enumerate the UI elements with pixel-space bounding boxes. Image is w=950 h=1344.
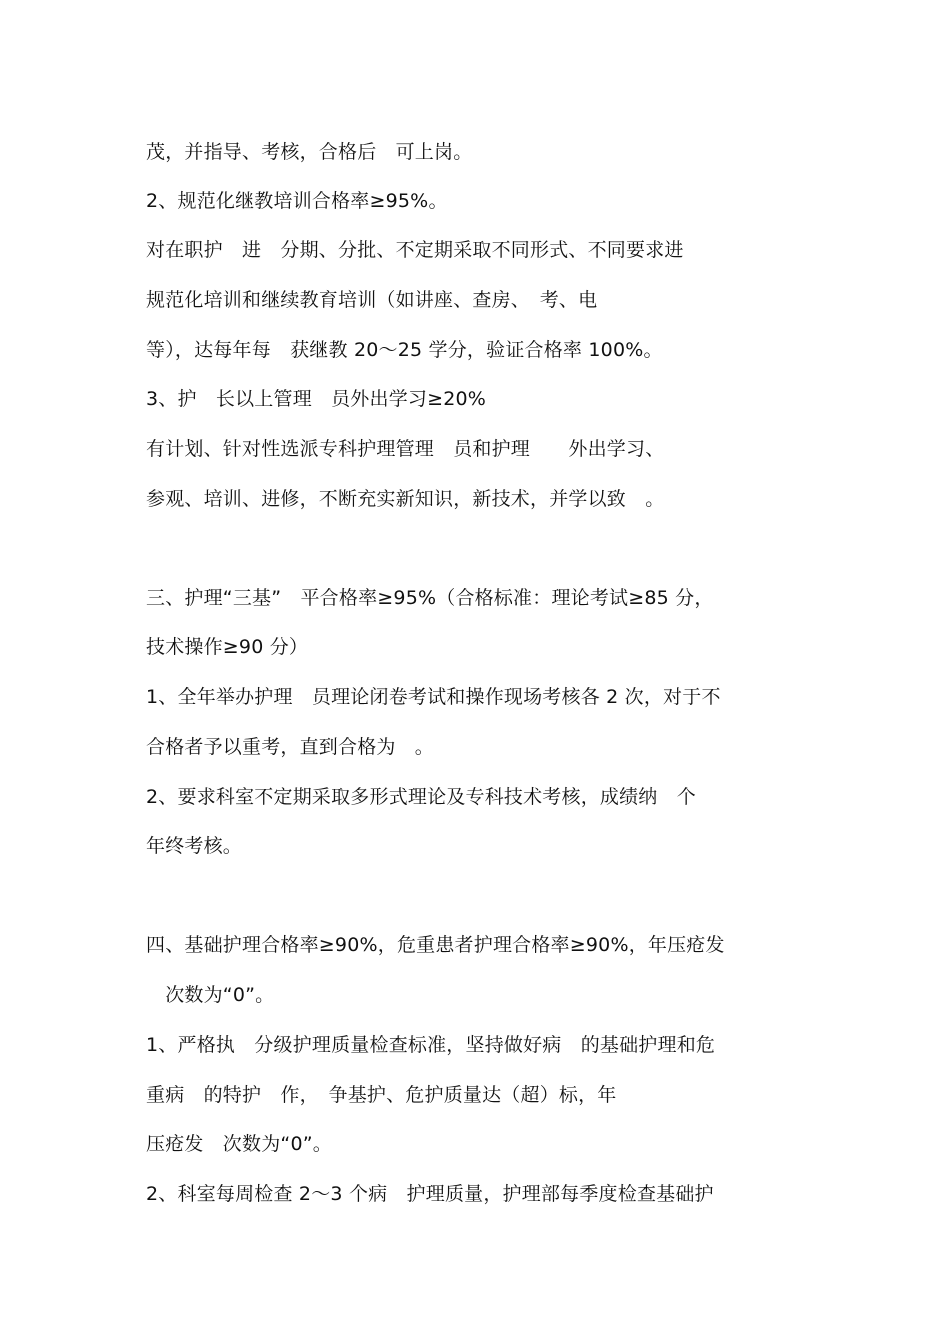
text-line: 压疮发 次数为“0”。 bbox=[146, 1133, 332, 1155]
text-line: 合格者予以重考，直到合格为 。 bbox=[146, 736, 435, 758]
text-line: 2、要求科室不定期采取多形式理论及专科技术考核，成绩纳 个 bbox=[146, 786, 696, 808]
text-line: 等），达每年每 获继教 20～25 学分，验证合格率 100%。 bbox=[146, 339, 663, 361]
text-line: 重病 的特护 作， 争基护、危护质量达（超）标，年 bbox=[146, 1084, 617, 1106]
text-line: 年终考核。 bbox=[146, 835, 243, 857]
text-line: 有计划、针对性选派专科护理管理 员和护理 外出学习、 bbox=[146, 438, 665, 460]
section-heading: 四、基础护理合格率≥90%，危重患者护理合格率≥90%，年压疮发 bbox=[146, 934, 725, 956]
text-line: 1、严格执 分级护理质量检查标准，坚持做好病 的基础护理和危 bbox=[146, 1034, 716, 1056]
text-line: 茂，并指导、考核，合格后 可上岗。 bbox=[146, 141, 473, 163]
text-line: 3、护 长以上管理 员外出学习≥20% bbox=[146, 388, 487, 410]
text-line: 2、科室每周检查 2～3 个病 护理质量，护理部每季度检查基础护 bbox=[146, 1183, 714, 1205]
text-line: 参观、培训、进修，不断充实新知识，新技术，并学以致 。 bbox=[146, 488, 665, 510]
text-line: 规范化培训和继续教育培训（如讲座、查房、 考、电 bbox=[146, 289, 598, 311]
text-line: 1、全年举办护理 员理论闭卷考试和操作现场考核各 2 次，对于不 bbox=[146, 686, 721, 708]
text-line: 对在职护 进 分期、分批、不定期采取不同形式、不同要求进 bbox=[146, 239, 684, 261]
text-line: 技术操作≥90 分） bbox=[146, 636, 309, 658]
section-heading: 三、护理“三基” 平合格率≥95%（合格标准：理论考试≥85 分， bbox=[146, 587, 714, 609]
text-line: 次数为“0”。 bbox=[146, 984, 275, 1006]
text-line: 2、规范化继教培训合格率≥95%。 bbox=[146, 190, 448, 212]
